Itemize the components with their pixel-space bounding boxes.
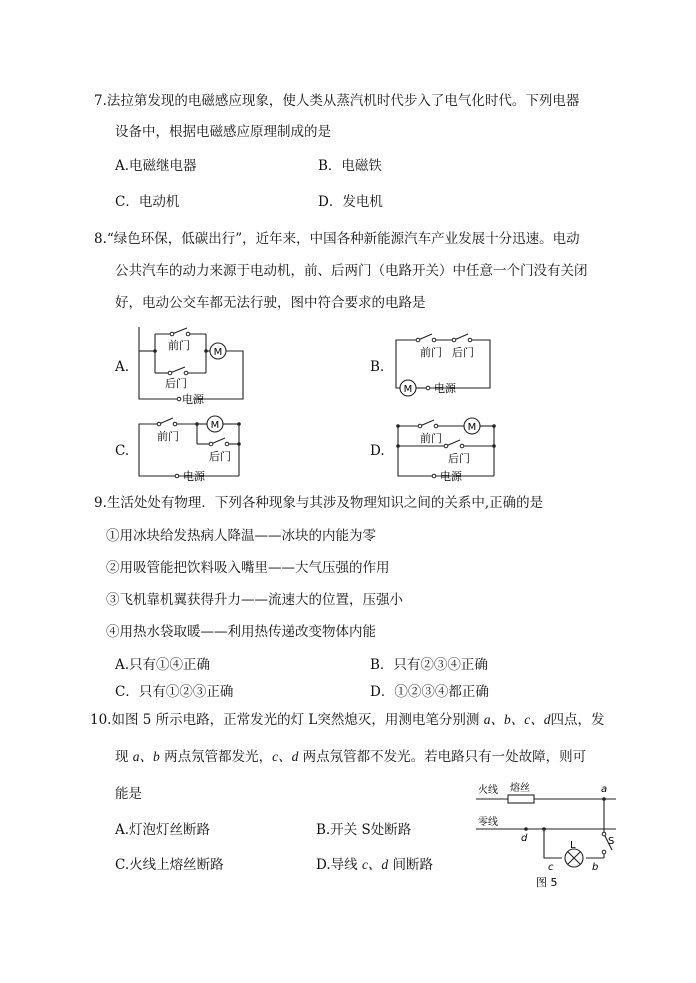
back-door-label: 后门: [209, 450, 231, 463]
q8-option-c[interactable]: C.: [115, 443, 130, 459]
q7-option-c[interactable]: C．电动机: [115, 194, 180, 210]
q8-stem-line2: 公共汽车的动力来源于电动机，前、后两门（电路开关）中任意一个门没有关闭: [115, 263, 588, 279]
q8-option-d[interactable]: D.: [370, 443, 385, 459]
motor-label: M: [213, 347, 223, 358]
front-door-label: 前门: [168, 339, 190, 352]
q10-stem-line3: 能是: [115, 786, 142, 802]
q10-stem-line2: 现 a、b 两点氖管都发光，c、d 两点氖管都不发光。若电路只有一处故障，则可: [115, 749, 587, 765]
q9-option-d[interactable]: D．①②③④都正确: [370, 684, 489, 700]
neutral-wire-label: 零线: [478, 817, 498, 828]
q8-option-b[interactable]: B.: [370, 359, 385, 375]
q9-option-c[interactable]: C．只有①②③正确: [115, 684, 234, 700]
back-door-label: 后门: [165, 377, 187, 390]
front-door-label: 前门: [420, 346, 442, 359]
q8-stem-line1: 8.“绿色环保，低碳出行”，近年来，中国各种新能源汽车产业发展十分迅速。电动: [94, 231, 580, 247]
power-label: 电源: [434, 382, 456, 395]
q10-stem-line1: 10.如图 5 所示电路，正常发光的灯 L突然熄灭，用测电笔分别测 a、b、c、d四点，发: [90, 712, 605, 728]
q8-option-a[interactable]: A.: [115, 359, 130, 375]
figure-caption: 图 5: [536, 876, 558, 889]
motor-label: M: [210, 420, 220, 431]
circuit-diagram-d: [392, 412, 500, 484]
front-door-label: 前门: [157, 430, 179, 443]
back-door-label: 后门: [452, 346, 474, 359]
q9-stem: 9.生活处处有物理．下列各种现象与其涉及物理知识之间的关系中,正确的是: [94, 495, 544, 511]
live-wire-label: 火线: [478, 785, 498, 796]
front-door-label: 前门: [420, 432, 442, 445]
point-b-label: b: [592, 862, 599, 873]
q10-option-d[interactable]: D.导线 c、d 间断路: [316, 857, 433, 873]
q7-option-d[interactable]: D．发电机: [318, 194, 383, 210]
back-door-label: 后门: [448, 452, 470, 465]
circuit-diagram-b: [392, 328, 496, 400]
circuit-diagram-a: [135, 325, 250, 405]
q10-option-b[interactable]: B.开关 S处断路: [316, 822, 412, 838]
power-label: 电源: [440, 470, 462, 483]
q7-option-b[interactable]: B．电磁铁: [318, 158, 382, 174]
power-label: 电源: [183, 470, 205, 483]
fuse-symbol: [508, 795, 534, 803]
q7-stem-line2: 设备中，根据电磁感应原理制成的是: [115, 124, 331, 140]
figure-5-circuit: [476, 778, 622, 894]
point-c-label: c: [548, 862, 554, 873]
q9-statement-3: ③飞机靠机翼获得升力——流速大的位置，压强小: [106, 592, 403, 608]
point-a-label: a: [601, 784, 608, 795]
q10-option-a[interactable]: A.灯泡灯丝断路: [115, 822, 211, 838]
q9-option-b[interactable]: B．只有②③④正确: [370, 657, 488, 673]
power-label: 电源: [182, 393, 204, 405]
q9-option-a[interactable]: A.只有①④正确: [115, 657, 211, 673]
q8-stem-line3: 好，电动公交车都无法行驶，图中符合要求的电路是: [115, 295, 426, 311]
q7-stem-line1: 7.法拉第发现的电磁感应现象，使人类从蒸汽机时代步入了电气化时代。下列电器: [94, 93, 580, 109]
point-d-label: d: [521, 833, 528, 844]
q7-option-a[interactable]: A.电磁继电器: [115, 158, 197, 174]
q9-statement-4: ④用热水袋取暖——利用热传递改变物体内能: [106, 624, 376, 640]
fuse-label: 熔丝: [510, 783, 530, 794]
q9-statement-2: ②用吸管能把饮料吸入嘴里——大气压强的作用: [106, 560, 390, 576]
circuit-diagram-c: [135, 412, 250, 484]
switch-label: S: [608, 836, 615, 847]
motor-label: M: [467, 422, 477, 433]
q9-statement-1: ①用冰块给发热病人降温——冰块的内能为零: [106, 528, 376, 544]
q10-option-c[interactable]: C.火线上熔丝断路: [115, 857, 224, 873]
motor-label: M: [403, 384, 413, 395]
lamp-label: L: [570, 840, 576, 851]
